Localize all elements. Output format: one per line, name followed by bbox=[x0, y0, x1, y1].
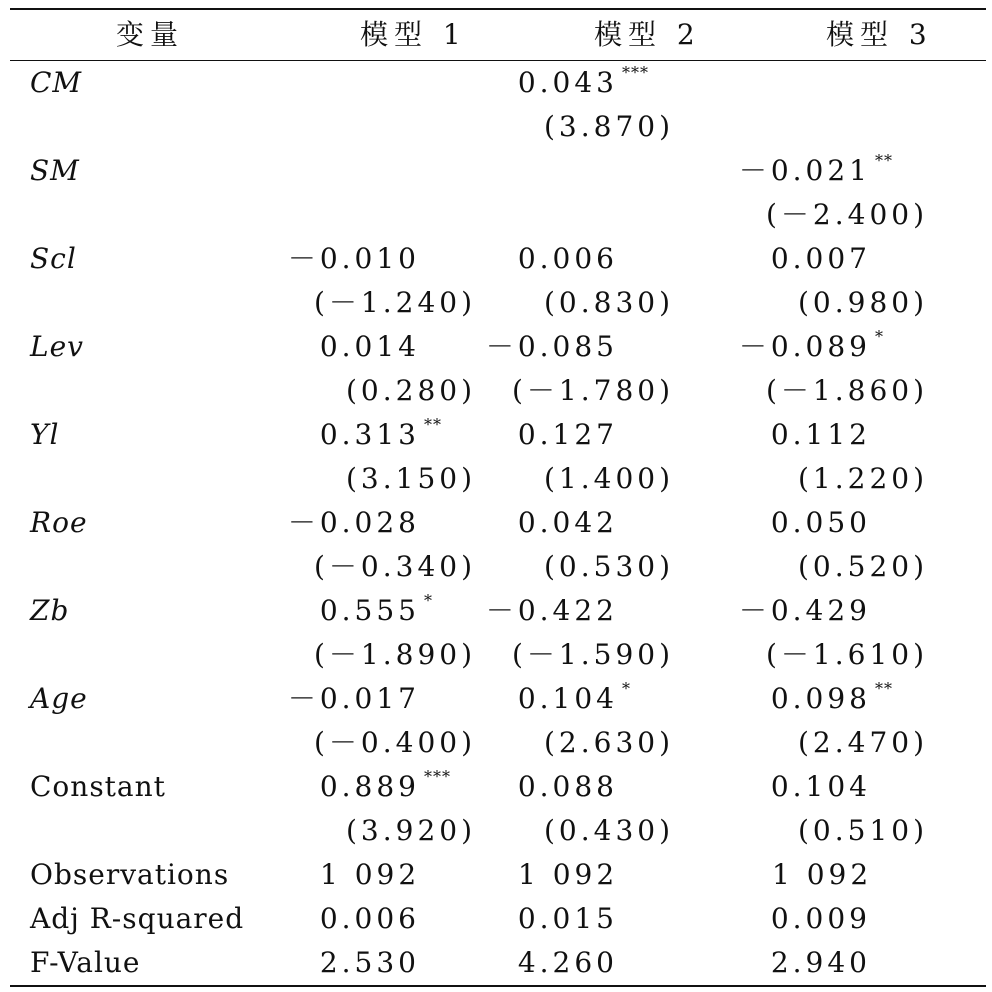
t-stat-row bbox=[10, 809, 986, 853]
significance-stars: *** bbox=[424, 767, 451, 786]
header-model-1: 模型 1 bbox=[360, 18, 467, 51]
coef-value: 0.889 bbox=[319, 770, 420, 803]
footer-value: 2.530 bbox=[319, 946, 420, 979]
t-stat-cell: (1.400) bbox=[543, 462, 674, 495]
footer-label: F-Value bbox=[30, 946, 141, 979]
header-row bbox=[10, 10, 986, 60]
coef-row bbox=[10, 149, 986, 193]
footer-value: 1 092 bbox=[518, 858, 619, 891]
coef-value: －0.017 bbox=[287, 682, 420, 715]
coef-row bbox=[10, 325, 986, 369]
t-stat-cell: (3.870) bbox=[543, 110, 674, 143]
significance-stars: * bbox=[424, 591, 433, 610]
coef-value: －0.028 bbox=[287, 506, 420, 539]
coef-row bbox=[10, 413, 986, 457]
t-stat-cell: (0.830) bbox=[543, 286, 674, 319]
t-stat-cell bbox=[276, 193, 476, 237]
coef-value: 0.104 bbox=[517, 682, 618, 715]
variable-name: Zb bbox=[30, 594, 70, 627]
variable-name: Constant bbox=[30, 770, 166, 803]
coef-cell bbox=[462, 589, 662, 633]
coef-cell bbox=[264, 149, 464, 193]
variable-name: Yl bbox=[30, 418, 60, 451]
significance-stars: * bbox=[875, 327, 884, 346]
t-stat-cell: (－0.400) bbox=[313, 726, 476, 759]
coef-cell bbox=[264, 501, 464, 545]
coef-value: 0.007 bbox=[770, 242, 871, 275]
t-stat-row bbox=[10, 193, 986, 237]
coef-value: 0.042 bbox=[517, 506, 618, 539]
t-stat-cell: (1.220) bbox=[797, 462, 928, 495]
coef-cell bbox=[715, 149, 915, 193]
t-stat-cell: (0.520) bbox=[797, 550, 928, 583]
coef-cell bbox=[715, 677, 915, 721]
significance-stars: * bbox=[622, 679, 631, 698]
variable-name: Scl bbox=[30, 242, 77, 275]
coef-cell bbox=[462, 149, 662, 193]
coef-value: 0.006 bbox=[517, 242, 618, 275]
header-model-3: 模型 3 bbox=[826, 18, 933, 51]
t-stat-cell: (2.470) bbox=[797, 726, 928, 759]
t-stat-cell: (3.150) bbox=[345, 462, 476, 495]
coef-value: 0.098 bbox=[770, 682, 871, 715]
footer-value: 1 092 bbox=[772, 858, 873, 891]
coef-value: －0.021 bbox=[738, 154, 871, 187]
table-footer bbox=[10, 853, 986, 985]
coef-value: 0.555 bbox=[319, 594, 420, 627]
coef-cell bbox=[715, 325, 915, 369]
t-stat-cell: (0.430) bbox=[543, 814, 674, 847]
variable-name: SM bbox=[30, 154, 80, 187]
coef-value: 0.050 bbox=[770, 506, 871, 539]
coef-value: 0.104 bbox=[770, 770, 871, 803]
bottom-rule bbox=[10, 985, 986, 987]
significance-stars: ** bbox=[424, 415, 442, 434]
coef-value: 0.043 bbox=[517, 66, 618, 99]
t-stat-cell: (2.630) bbox=[543, 726, 674, 759]
t-stat-cell: (－2.400) bbox=[765, 198, 928, 231]
coef-cell bbox=[462, 237, 662, 281]
t-stat-cell: (0.980) bbox=[797, 286, 928, 319]
t-stat-cell: (－1.610) bbox=[765, 638, 928, 671]
t-stat-cell: (0.510) bbox=[797, 814, 928, 847]
coef-row bbox=[10, 677, 986, 721]
coef-cell bbox=[264, 413, 464, 457]
variable-name: CM bbox=[30, 66, 83, 99]
coef-cell bbox=[264, 325, 464, 369]
coef-value: －0.422 bbox=[485, 594, 618, 627]
footer-row bbox=[10, 853, 986, 897]
coef-cell bbox=[264, 61, 464, 105]
coef-cell bbox=[715, 501, 915, 545]
t-stat-row bbox=[10, 105, 986, 149]
coef-value: －0.010 bbox=[287, 242, 420, 275]
coef-value: 0.127 bbox=[517, 418, 618, 451]
coef-cell bbox=[264, 677, 464, 721]
coef-cell bbox=[715, 765, 915, 809]
header-variable: 变量 bbox=[116, 18, 185, 51]
t-stat-cell: (－0.340) bbox=[313, 550, 476, 583]
footer-value: 4.260 bbox=[517, 946, 618, 979]
coef-value: 0.313 bbox=[319, 418, 420, 451]
t-stat-cell: (－1.780) bbox=[511, 374, 674, 407]
coef-cell bbox=[715, 413, 915, 457]
footer-label: Adj R-squared bbox=[30, 902, 245, 935]
regression-table bbox=[10, 8, 986, 987]
table-body bbox=[10, 61, 986, 853]
coef-cell bbox=[462, 413, 662, 457]
variable-name: Roe bbox=[30, 506, 88, 539]
t-stat-row bbox=[10, 721, 986, 765]
footer-row bbox=[10, 941, 986, 985]
coef-cell bbox=[715, 61, 915, 105]
coef-cell bbox=[264, 765, 464, 809]
coef-value: 0.112 bbox=[770, 418, 871, 451]
t-stat-cell: (3.920) bbox=[345, 814, 476, 847]
coef-row bbox=[10, 237, 986, 281]
coef-cell bbox=[462, 677, 662, 721]
t-stat-cell bbox=[474, 193, 674, 237]
coef-cell bbox=[264, 237, 464, 281]
coef-cell bbox=[264, 589, 464, 633]
coef-value: 0.014 bbox=[319, 330, 420, 363]
t-stat-cell bbox=[276, 105, 476, 149]
significance-stars: ** bbox=[875, 151, 893, 170]
coef-cell bbox=[462, 765, 662, 809]
coef-cell bbox=[715, 237, 915, 281]
t-stat-row bbox=[10, 633, 986, 677]
t-stat-cell: (0.530) bbox=[543, 550, 674, 583]
variable-name: Age bbox=[30, 682, 88, 715]
t-stat-cell: (－1.590) bbox=[511, 638, 674, 671]
footer-label: Observations bbox=[30, 858, 230, 891]
footer-value: 0.006 bbox=[319, 902, 420, 935]
footer-value: 2.940 bbox=[770, 946, 871, 979]
t-stat-cell: (－1.860) bbox=[765, 374, 928, 407]
footer-value: 0.015 bbox=[517, 902, 618, 935]
t-stat-cell: (0.280) bbox=[345, 374, 476, 407]
coef-row bbox=[10, 589, 986, 633]
footer-value: 1 092 bbox=[320, 858, 421, 891]
t-stat-row bbox=[10, 369, 986, 413]
t-stat-cell: (－1.890) bbox=[313, 638, 476, 671]
footer-row bbox=[10, 897, 986, 941]
header-model-2: 模型 2 bbox=[594, 18, 701, 51]
significance-stars: ** bbox=[875, 679, 893, 698]
coef-cell bbox=[462, 501, 662, 545]
t-stat-row bbox=[10, 281, 986, 325]
coef-row bbox=[10, 61, 986, 105]
significance-stars: *** bbox=[622, 63, 649, 82]
t-stat-cell: (－1.240) bbox=[313, 286, 476, 319]
variable-name: Lev bbox=[30, 330, 84, 363]
coef-cell bbox=[462, 325, 662, 369]
coef-value: －0.429 bbox=[738, 594, 871, 627]
coef-row bbox=[10, 765, 986, 809]
t-stat-row bbox=[10, 545, 986, 589]
coef-value: －0.089 bbox=[738, 330, 871, 363]
coef-cell bbox=[715, 589, 915, 633]
coef-cell bbox=[462, 61, 662, 105]
footer-value: 0.009 bbox=[770, 902, 871, 935]
t-stat-row bbox=[10, 457, 986, 501]
coef-row bbox=[10, 501, 986, 545]
coef-value: 0.088 bbox=[517, 770, 618, 803]
coef-value: －0.085 bbox=[485, 330, 618, 363]
